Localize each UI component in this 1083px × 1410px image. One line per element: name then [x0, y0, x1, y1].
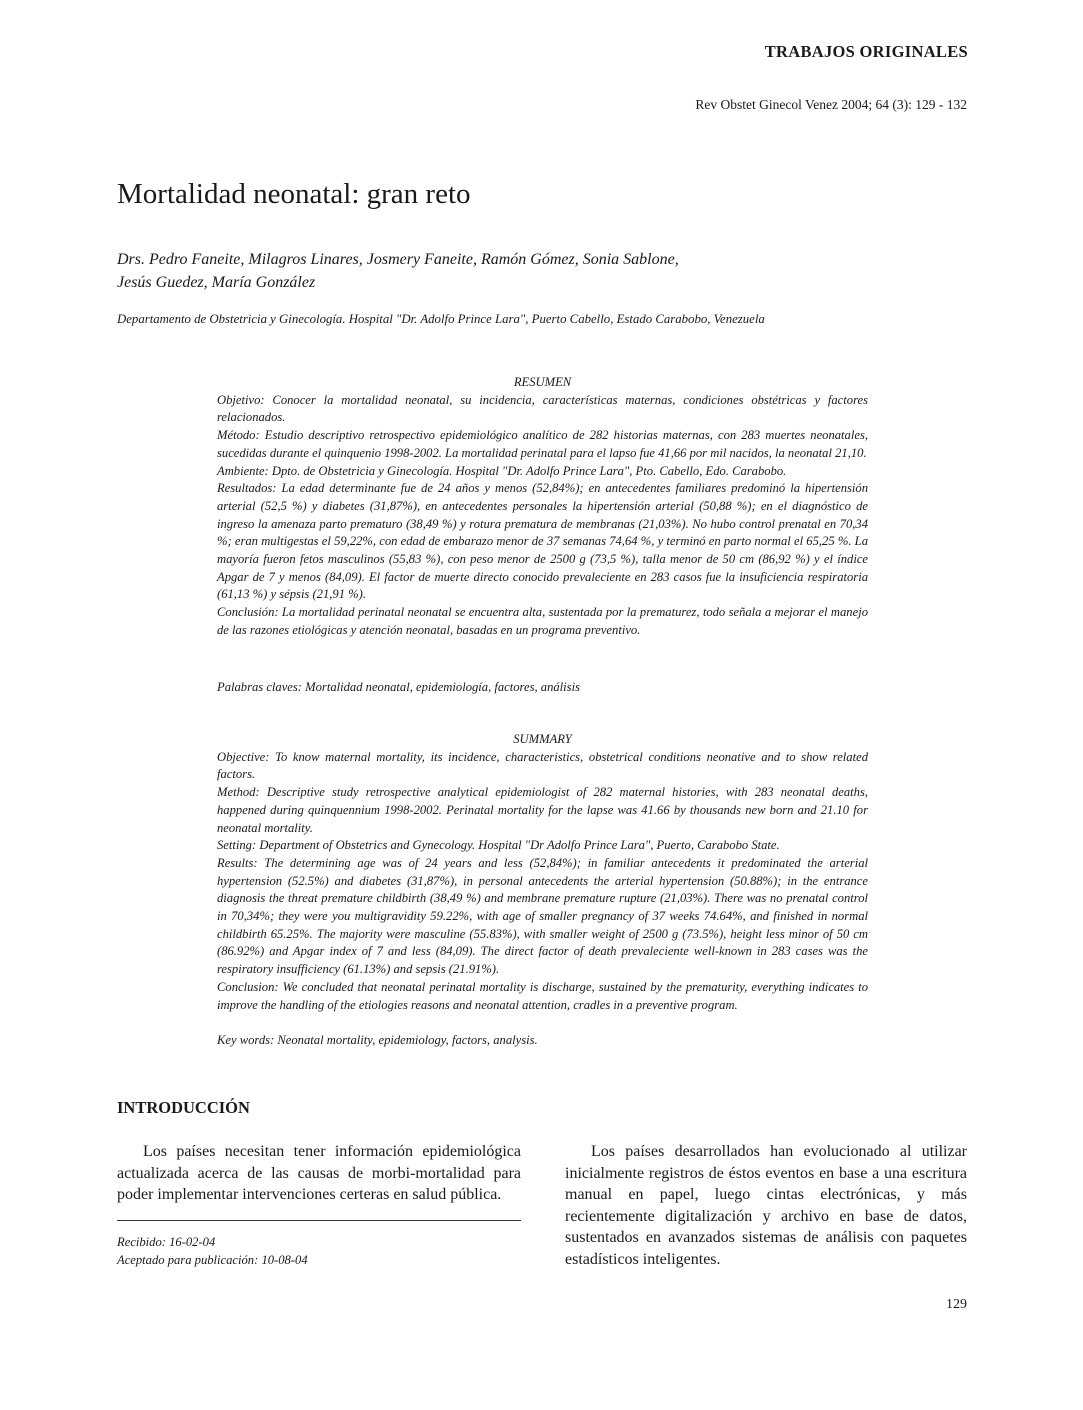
- resumen-metodo: Método: Estudio descriptivo retrospectivo epidemiológico analítico de 282 historias maternas, con 283 muertes neonatales, sucedidas durante el quinquenio 1998-2002. La mortalidad perinatal para el lapso fue 41,66 por mil nacidos, la neonatal 21,10.: [217, 428, 868, 460]
- authors-line-2: Jesús Guedez, María González: [117, 274, 316, 291]
- summary-conclusion: Conclusion: We concluded that neonatal perinatal mortality is discharge, sustained by the prematurity, everything indicates to improve the handling of the etiologies reasons and neonatal attention, cradles in a preventive program.: [217, 979, 868, 1012]
- resumen-abstract: [217, 374, 868, 640]
- summary-results: Results: The determining age was of 24 years and less (52,84%); in familiar antecedents it predominated the arterial hypertension (52.5%) and diabetes (31,87%), in personal antecedents the arterial hypertension (50.88%); in the entrance diagnosis the threat premature childbirth (38,49 %) and membrane premature rupture (21,03%). There was no prenatal control in 70,34%; they were you multigravidity 59.22%, with age of smaller pregnancy of 37 weeks 74.64%, and finished in normal childbirth 65.25%. The majority were masculine (55.83%), with smaller weight of 2500 g (73.5%), height less minor of 50 cm (86.92%) and Apgar index of 7 and less (84,09). The direct factor of death prevaleciente well-known in 283 cases was the respiratory insufficiency (61.13%) and sepsis (21.91%).: [217, 855, 868, 977]
- summary-abstract: [217, 731, 868, 1014]
- resumen-heading: RESUMEN: [513, 375, 572, 389]
- introduction-heading: INTRODUCCIÓN: [117, 1098, 250, 1117]
- affiliation: Departamento de Obstetricia y Ginecología. Hospital "Dr. Adolfo Prince Lara", Puerto Cabello, Estado Carabobo, Venezuela: [117, 312, 765, 326]
- page-number: 129: [946, 1297, 967, 1312]
- resumen-resultados: Resultados: La edad determinante fue de 24 años y menos (52,84%); en antecedentes familiares predominó la hipertensión arterial (52,5 %) y diabetes (31,87%), en antecedentes personales la hipertensión arterial (50,88 %); en el diagnóstico de ingreso la amenaza parto prematuro (38,49 %) y rotura prematura de membranas (21,03%). No hubo control prenatal en 70,34 %; eran multigestas el 59,22%, con edad de embarazo menor de 37 semanas 74,64 %, y terminó en parto normal el 65,25 %. La mayoría fueron fetos masculinos (55,83 %), con peso menor de 2500 g (73,5 %), talla menor de 50 cm (86,92 %) y el índice Apgar de 7 y menos (84,09). El factor de muerte directo conocido prevaleciente en 283 casos fue la insuficiencia respiratoria (61,13 %) y sépsis (21,91 %).: [217, 481, 868, 602]
- key-words: Key words: Neonatal mortality, epidemiology, factors, analysis.: [217, 1033, 538, 1047]
- summary-method: Method: Descriptive study retrospective analytical epidemiologist of 282 maternal histories, with 283 neonatal deaths, happened during quinquennium 1998-2002. Perinatal mortality for the lapse was 41.66 by thousands new born and 21.10 for neonatal mortality.: [217, 785, 868, 835]
- summary-setting: Setting: Department of Obstetrics and Gynecology. Hospital "Dr Adolfo Prince Lara", Puerto, Carabobo State.: [217, 838, 780, 853]
- summary-heading: SUMMARY: [513, 732, 572, 746]
- section-label: TRABAJOS ORIGINALES: [764, 42, 968, 61]
- resumen-objetivo: Objetivo: Conocer la mortalidad neonatal, su incidencia, características maternas, condiciones obstétricas y factores relacionados.: [217, 392, 868, 425]
- author-list: [117, 248, 877, 294]
- accepted-date: Aceptado para publicación: 10-08-04: [117, 1253, 308, 1267]
- resumen-ambiente: Ambiente: Dpto. de Obstetricia y Ginecología. Hospital "Dr. Adolfo Prince Lara", Pto. Cabello, Edo. Carabobo.: [217, 463, 787, 478]
- authors-line-1: Drs. Pedro Faneite, Milagros Linares, Josmery Faneite, Ramón Gómez, Sonia Sablone,: [117, 251, 679, 268]
- resumen-conclusion: Conclusión: La mortalidad perinatal neonatal se encuentra alta, sustentada por la prematurez, todo señala a mejorar el manejo de las razones etiológicas y atención neonatal, basadas en un programa preventivo.: [217, 605, 868, 637]
- footnote-divider: [117, 1220, 521, 1221]
- intro-left-paragraph: Los países necesitan tener información epidemiológica actualizada acerca de las causas de morbi-mortalidad para poder implementar intervenciones certeras en salud pública.: [117, 1143, 521, 1203]
- footnotes: [117, 1233, 308, 1269]
- journal-citation: Rev Obstet Ginecol Venez 2004; 64 (3): 129 - 132: [695, 97, 967, 112]
- received-date: Recibido: 16-02-04: [117, 1235, 216, 1249]
- intro-right-paragraph: Los países desarrollados han evolucionado al utilizar inicialmente registros de éstos eventos en base a una escritura manual en papel, luego cintas electrónicas, y más recientemente digitalización y archivo en base de datos, sustentados en avanzados sistemas de análisis con paquetes estadísticos inteligentes.: [565, 1143, 967, 1268]
- article-title: Mortalidad neonatal: gran reto: [117, 178, 471, 210]
- palabras-claves: Palabras claves: Mortalidad neonatal, epidemiología, factores, análisis: [217, 680, 580, 694]
- summary-objective: Objective: To know maternal mortality, its incidence, characteristics, obstetrical conditions neonative and to show related factors.: [217, 749, 868, 782]
